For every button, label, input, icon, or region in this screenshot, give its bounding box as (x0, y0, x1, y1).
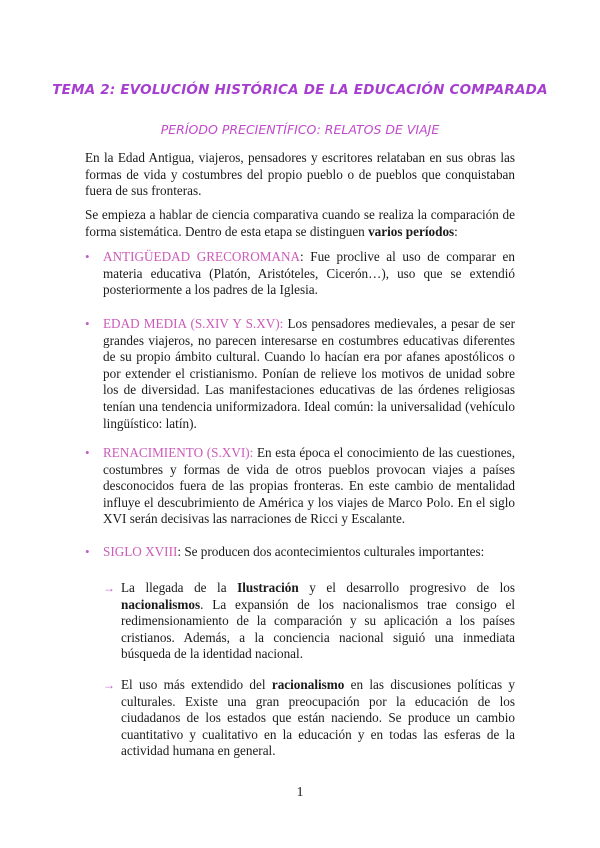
period-edad-media (85, 316, 515, 432)
period-heading: EDAD MEDIA (S.XIV Y S.XV): (103, 316, 284, 331)
bullet-icon: • (85, 316, 90, 331)
sub-item-ilustracion: → La llegada de la Ilustración y el desarrollo progresivo de los nacionalismos. La expansión de los nacionalismos trae consigo el redimensionamiento de la comparación y su aplicación a los países cristianos. Además, a la conciencia nacional siguió una inmediata búsqueda de la identidad nacional. (103, 580, 515, 662)
document-title: TEMA 2: EVOLUCIÓN HISTÓRICA DE LA EDUCACIÓN COMPARADA (52, 82, 548, 98)
intro-paragraph-1: En la Edad Antigua, viajeros, pensadores y escritores relataban en sus obras las formas de vida y costumbres del propio pueblo o de pueblos que conquistaban fuera de sus fronteras. (85, 150, 515, 199)
bullet-icon: • (85, 249, 90, 264)
period-body: En esta época el conocimiento de las cuestiones, costumbres y formas de vida de otros pueblos provocan viajes a países desconocidos fuera de las propias fronteras. En este cambio de mentalidad influye el descubrimiento de América y los viajes de Marco Polo. En el siglo XVI serán decisivas las narraciones de Ricci y Escalante. (103, 445, 515, 527)
period-heading: ANTIGÜEDAD GRECOROMANA (103, 249, 301, 264)
bullet-icon: • (85, 445, 90, 460)
arrow-right-icon: → (103, 678, 115, 692)
period-antiguedad (85, 249, 515, 299)
intro-paragraph-2: Se empieza a hablar de ciencia comparativa cuando se realiza la comparación de forma sistemática. Dentro de esta etapa se distinguen varios períodos: (85, 207, 515, 239)
page-number: 1 (296, 785, 304, 800)
arrow-right-icon: → (103, 581, 115, 595)
section-subtitle: PERÍODO PRECIENTÍFICO: RELATOS DE VIAJE (160, 122, 440, 137)
period-body: : Fue proclive al uso de comparar en materia educativa (Platón, Aristóteles, Cicerón…), uso que se extendió posteriormente a los padres de la Iglesia. (103, 249, 516, 298)
period-heading: RENACIMIENTO (S.XVI): (103, 445, 254, 460)
sub-item-racionalismo: → El uso más extendido del racionalismo en las discusiones políticas y culturales. Existe una gran preocupación por la educación de los ciudadanos de los estados que están naciendo. Se produce un cambio cuantitativo y cualitativo en la educación y en todas las esferas de la actividad humana en general. (103, 677, 515, 759)
bullet-icon: • (85, 544, 90, 559)
period-body: Los pensadores medievales, a pesar de ser grandes viajeros, no parecen interesarse en costumbres educativas diferentes de su propio ámbito cultural. Cuando lo hacían era por afanes apostólicos o por extender el cristianismo. Ponían de relieve los motivos de unidad sobre los de diversidad. Las manifestaciones educativas de las órdenes religiosas tenían una tendencia uniformizadora. Ideal común: la universalidad (vehículo lingüístico: latín). (103, 316, 515, 431)
period-body: : Se producen dos acontecimientos culturales importantes: (177, 544, 485, 559)
period-siglo-xviii (85, 544, 515, 561)
intro-bold: varios períodos (368, 223, 455, 239)
period-renacimiento (85, 445, 515, 528)
period-heading: SIGLO XVIII (103, 544, 178, 559)
